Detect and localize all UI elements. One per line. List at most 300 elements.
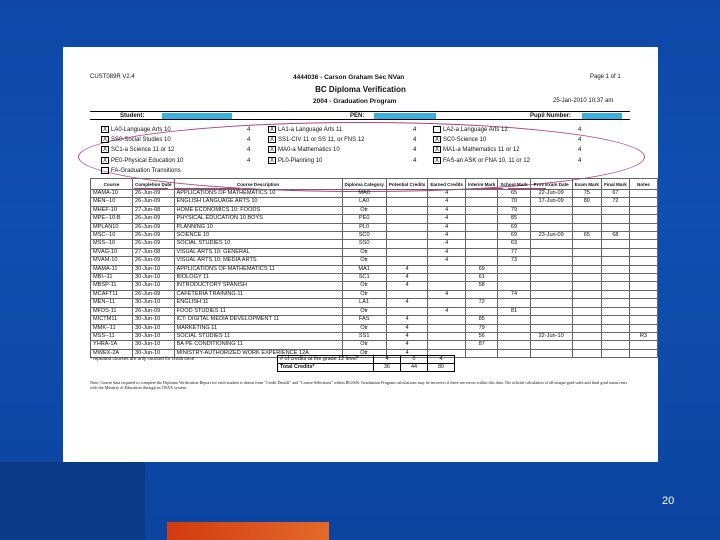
table-cell: SC0	[342, 232, 386, 240]
col-diploma-category: Diploma Category	[342, 179, 386, 190]
requirement-item	[268, 136, 364, 143]
table-cell	[530, 282, 572, 290]
table-cell	[572, 316, 601, 324]
table-cell	[428, 274, 466, 282]
requirement-checkbox: X	[102, 147, 107, 154]
table-cell: CAFETERIA TRAINING 11	[174, 290, 342, 298]
requirement-checkbox: X	[102, 157, 107, 164]
table-cell	[386, 257, 428, 265]
diploma-verification-document	[63, 47, 658, 462]
table-cell	[428, 316, 466, 324]
table-cell: MMK--11	[91, 324, 133, 332]
table-cell: 4	[428, 248, 466, 256]
table-cell: 17-Jun-09	[530, 198, 572, 206]
col-exam-mark: Exam Mark	[572, 179, 601, 190]
table-cell	[572, 265, 601, 273]
table-cell: 30-Jun-10	[133, 316, 175, 324]
col-course-description: Course Description	[174, 179, 342, 190]
requirement-item	[433, 126, 508, 133]
table-cell: SOCIAL STUDIES 11	[174, 332, 342, 340]
requirement-credits: 4	[247, 137, 251, 144]
requirement-credits: 4	[578, 137, 582, 144]
totals-value: 80	[428, 364, 455, 372]
table-cell: BA PE CONDITIONING 11	[174, 341, 342, 349]
table-cell: MWEX-2A	[91, 349, 133, 357]
table-row	[91, 232, 658, 240]
requirement-label: MA0-a Mathematics 10	[278, 147, 340, 154]
table-cell: MEN--10	[91, 198, 133, 206]
table-cell: Otr	[342, 349, 386, 357]
table-cell: VISUAL ARTS 10: GENERAL	[174, 248, 342, 256]
table-cell	[386, 190, 428, 198]
table-cell	[601, 324, 629, 332]
table-cell	[530, 307, 572, 315]
table-cell	[629, 274, 657, 282]
table-cell	[601, 316, 629, 324]
table-cell: 79	[466, 324, 498, 332]
totals-row-grade12	[278, 356, 455, 364]
table-cell	[572, 248, 601, 256]
table-cell	[629, 206, 657, 214]
printed-date: 25-Jan-2010 10:37 am	[553, 98, 614, 104]
table-cell: 4	[386, 274, 428, 282]
table-cell	[466, 223, 498, 231]
table-cell: MARKETING 11	[174, 324, 342, 332]
student-info-bar	[90, 111, 630, 120]
table-cell: 4	[428, 223, 466, 231]
table-cell	[428, 299, 466, 307]
calculation-note: Note: Course data required to complete the Diploma Verification Report for each student is drawn from "Credit Details" and "Course Selections" within BCeSIS. Graduation Program calculations may be incorrect if there are errors within this data. The official calculation of all unique grad sales and final grad status rests with the Ministry of Education through its TRAX system.	[90, 380, 628, 390]
document-subtitle: 2004 - Graduation Program	[313, 98, 397, 105]
table-cell: 87	[466, 341, 498, 349]
table-cell	[386, 307, 428, 315]
table-cell: 4	[428, 257, 466, 265]
requirement-credits: 4	[413, 147, 417, 154]
requirement-credits: 4	[247, 157, 251, 164]
table-row	[91, 206, 658, 214]
table-cell: INTRODUCTORY SPANISH	[174, 282, 342, 290]
table-cell	[629, 290, 657, 298]
requirement-label: LA1-a Language Arts 11	[278, 127, 343, 134]
table-cell: 73	[498, 257, 530, 265]
requirement-credits: 4	[578, 147, 582, 154]
table-cell: 69	[466, 265, 498, 273]
requirement-checkbox: X	[102, 127, 107, 133]
table-cell: 69	[498, 232, 530, 240]
table-cell: 30-Jun-10	[133, 299, 175, 307]
table-cell	[530, 257, 572, 265]
pen-label: PEN:	[350, 113, 365, 119]
table-cell	[629, 248, 657, 256]
table-cell	[386, 206, 428, 214]
table-cell: PL0	[342, 223, 386, 231]
table-cell: Otr	[342, 307, 386, 315]
table-cell: 4	[386, 332, 428, 340]
table-cell: MVAG-10	[91, 248, 133, 256]
table-cell	[386, 215, 428, 223]
table-cell	[629, 341, 657, 349]
table-cell	[428, 282, 466, 290]
table-cell: 22-Jun-09	[530, 190, 572, 198]
table-cell	[601, 282, 629, 290]
table-cell	[530, 324, 572, 332]
table-cell	[498, 332, 530, 340]
table-cell: 26-Jun-09	[133, 190, 175, 198]
school-mark-underline	[481, 188, 503, 189]
table-cell: 4	[386, 316, 428, 324]
table-cell	[601, 341, 629, 349]
totals-row-total	[278, 364, 455, 372]
table-cell: 4	[386, 324, 428, 332]
requirement-label: SS0-Social Studies 10	[111, 137, 171, 144]
table-cell: 72	[466, 299, 498, 307]
table-cell	[572, 341, 601, 349]
table-cell: SS1	[342, 332, 386, 340]
table-cell: 30-Jun-10	[133, 282, 175, 290]
table-cell: 70	[498, 198, 530, 206]
table-cell	[601, 299, 629, 307]
table-cell	[601, 274, 629, 282]
table-cell	[629, 299, 657, 307]
table-cell: 4	[428, 215, 466, 223]
table-cell: 85	[498, 215, 530, 223]
table-cell	[629, 190, 657, 198]
requirement-credits: 4	[413, 137, 417, 144]
table-cell	[572, 223, 601, 231]
table-cell	[466, 198, 498, 206]
table-cell: FOOD STUDIES 11	[174, 307, 342, 315]
table-cell: Otr	[342, 324, 386, 332]
table-cell: Otr	[342, 290, 386, 298]
table-row	[91, 290, 658, 298]
table-cell: 27-Jun-08	[133, 248, 175, 256]
requirement-label: PL0-Planning 10	[278, 157, 323, 164]
table-cell: 79	[498, 206, 530, 214]
table-cell	[530, 274, 572, 282]
table-cell: 26-Jun-09	[133, 215, 175, 223]
requirement-checkbox: X	[434, 137, 439, 144]
table-cell: 26-Jun-09	[133, 307, 175, 315]
prov-exam-date-underline	[508, 188, 546, 189]
table-row	[91, 265, 658, 273]
requirement-checkbox: X	[434, 157, 439, 164]
table-cell: 26-Jun-09	[133, 257, 175, 265]
table-cell: 30-Jun-10	[133, 349, 175, 357]
requirement-checkbox	[101, 167, 109, 174]
totals-value: 4	[374, 356, 401, 364]
table-cell: 30-Jun-10	[133, 274, 175, 282]
table-cell: VISUAL ARTS 10: MEDIA ARTS	[174, 257, 342, 265]
table-cell	[466, 290, 498, 298]
table-cell	[629, 307, 657, 315]
requirement-credits: 4	[247, 147, 251, 154]
requirement-label: PE0-Physical Education 10	[111, 157, 184, 164]
table-cell: LA1	[342, 299, 386, 307]
table-cell	[466, 349, 498, 357]
table-cell	[601, 290, 629, 298]
repeated-courses-footnote: * repeated courses are only counted for credit once	[90, 356, 195, 361]
col-school-mark: School Mark	[498, 179, 530, 190]
table-cell	[629, 240, 657, 248]
totals-value: 4	[428, 356, 455, 364]
table-cell	[498, 349, 530, 357]
table-cell	[572, 274, 601, 282]
table-cell: PE0	[342, 215, 386, 223]
table-cell: SOCIAL STUDIES 10	[174, 240, 342, 248]
requirement-item	[268, 126, 342, 133]
table-cell	[572, 332, 601, 340]
table-cell: Otr	[342, 257, 386, 265]
table-row	[91, 274, 658, 282]
table-cell: MPLAN10	[91, 223, 133, 231]
slide-number: 20	[662, 495, 675, 507]
table-cell: MAMA-11	[91, 265, 133, 273]
table-cell	[629, 215, 657, 223]
table-cell: 27-Jun-08	[133, 206, 175, 214]
table-cell	[466, 248, 498, 256]
table-cell: 61	[466, 274, 498, 282]
col-final-mark: Final Mark	[601, 179, 629, 190]
totals-value: 44	[401, 364, 428, 372]
table-cell	[530, 206, 572, 214]
pupil-number-label: Pupil Number:	[530, 113, 572, 119]
report-id: CUST089R V2.4	[90, 74, 135, 80]
school-name: 4444036 - Carson Graham Sec NVan	[293, 74, 405, 81]
table-row	[91, 332, 658, 340]
table-cell	[572, 324, 601, 332]
completion-date-underline	[134, 188, 168, 189]
table-cell: SCIENCE 10	[174, 232, 342, 240]
table-cell	[498, 299, 530, 307]
table-cell	[386, 198, 428, 206]
table-row	[91, 215, 658, 223]
table-cell: PLANNING 10	[174, 223, 342, 231]
requirement-checkbox: X	[102, 137, 107, 144]
table-cell	[428, 265, 466, 273]
table-cell	[629, 232, 657, 240]
requirement-credits: 4	[413, 157, 417, 164]
table-cell	[530, 349, 572, 357]
table-cell: LA0	[342, 198, 386, 206]
table-cell: YHRA-1A	[91, 341, 133, 349]
requirement-credits: 4	[247, 127, 251, 133]
requirement-credits: 4	[413, 127, 417, 133]
requirement-checkbox: X	[269, 127, 274, 133]
table-cell: 63	[498, 240, 530, 248]
table-row	[91, 316, 658, 324]
table-cell: MINISTRY-AUTHORIZED WORK EXPERIENCE 12A	[174, 349, 342, 357]
table-cell: MPE--10-B	[91, 215, 133, 223]
table-cell: 4	[386, 349, 428, 357]
table-cell: 81	[498, 307, 530, 315]
table-cell: 74	[498, 290, 530, 298]
table-cell	[530, 240, 572, 248]
description-underline	[174, 188, 240, 189]
document-title: BC Diploma Verification	[315, 85, 406, 94]
table-cell: SS0	[342, 240, 386, 248]
table-cell: 26-Jun-09	[133, 223, 175, 231]
table-cell	[572, 257, 601, 265]
table-cell	[629, 282, 657, 290]
background-bar-left	[0, 462, 145, 540]
table-cell: 26-Jun-09	[133, 290, 175, 298]
col-notes: Notes	[629, 179, 657, 190]
table-cell	[466, 206, 498, 214]
table-cell: MA1	[342, 265, 386, 273]
requirement-label: FA-Graduation Transitions	[111, 167, 181, 174]
table-cell	[629, 316, 657, 324]
table-cell: 4	[428, 307, 466, 315]
requirement-checkbox: X	[269, 147, 274, 154]
table-cell: 4	[386, 299, 428, 307]
requirement-label: LA2-a Language Arts 12	[443, 127, 508, 134]
table-row	[91, 299, 658, 307]
table-cell	[498, 274, 530, 282]
table-cell: 69	[498, 223, 530, 231]
table-cell	[498, 282, 530, 290]
table-cell	[601, 206, 629, 214]
table-cell	[629, 349, 657, 357]
totals-label: Total Credits*	[278, 364, 374, 372]
table-cell: 4	[428, 232, 466, 240]
table-row	[91, 248, 658, 256]
table-cell	[466, 240, 498, 248]
table-cell: 26-Jun-09	[133, 240, 175, 248]
table-cell	[601, 248, 629, 256]
table-cell	[629, 324, 657, 332]
table-cell	[601, 332, 629, 340]
table-cell	[498, 341, 530, 349]
table-cell: MAMA-10	[91, 190, 133, 198]
table-cell: 4	[428, 206, 466, 214]
table-cell	[629, 257, 657, 265]
table-cell: 4	[428, 240, 466, 248]
table-cell: 77	[498, 248, 530, 256]
table-cell: 30-Jun-10	[133, 324, 175, 332]
table-cell: APPLICATIONS OF MATHEMATICS 11	[174, 265, 342, 273]
table-cell	[530, 299, 572, 307]
table-cell	[386, 240, 428, 248]
table-cell: R3	[629, 332, 657, 340]
table-cell	[572, 282, 601, 290]
table-cell: 72	[601, 198, 629, 206]
table-cell: Otr	[342, 282, 386, 290]
table-cell	[601, 240, 629, 248]
col-completion-date: Completion Date	[133, 179, 175, 190]
totals-label: # of credits at the grade 12 level*	[278, 356, 374, 364]
requirement-label: SS1-CIV 11 or SS 11, or FNS 12	[278, 137, 365, 144]
col-earned-credits: Earned Credits	[428, 179, 466, 190]
table-cell: 30-Jun-10	[133, 332, 175, 340]
table-cell: MBSP-11	[91, 282, 133, 290]
table-cell	[530, 290, 572, 298]
course-table	[90, 178, 658, 358]
table-row	[91, 190, 658, 198]
table-cell	[386, 232, 428, 240]
table-cell	[428, 341, 466, 349]
table-cell: ICT: DIGITAL MEDIA DEVELOPMENT 11	[174, 316, 342, 324]
col-course: Course	[91, 179, 133, 190]
requirement-credits: 4	[578, 157, 582, 164]
table-cell	[572, 206, 601, 214]
table-cell	[601, 223, 629, 231]
requirement-item	[433, 146, 520, 153]
table-cell	[601, 257, 629, 265]
table-cell	[466, 215, 498, 223]
requirement-item	[101, 136, 171, 143]
table-cell: 30-Jun-10	[133, 265, 175, 273]
table-cell: MVAM-10	[91, 257, 133, 265]
requirement-item	[433, 136, 486, 143]
table-cell	[601, 349, 629, 357]
table-cell: 58	[466, 282, 498, 290]
table-cell: PHYSICAL EDUCATION 10 BOYS	[174, 215, 342, 223]
table-cell	[601, 265, 629, 273]
table-cell	[572, 215, 601, 223]
requirement-item	[268, 157, 322, 164]
table-cell	[572, 290, 601, 298]
table-cell	[530, 215, 572, 223]
requirement-label: MA1-a Mathematics 11 or 12	[443, 147, 520, 154]
col-prov-exam-date: Prov Exam Date	[530, 179, 572, 190]
table-cell: MHEF-10	[91, 206, 133, 214]
table-cell: 26-Jun-09	[133, 198, 175, 206]
table-cell: ENGLISH 11	[174, 299, 342, 307]
redacted-student-name	[162, 113, 232, 119]
requirement-item	[101, 146, 174, 153]
table-cell: 80	[572, 198, 601, 206]
table-cell	[498, 265, 530, 273]
table-cell: 4	[428, 190, 466, 198]
table-cell: 75	[572, 190, 601, 198]
table-cell	[530, 316, 572, 324]
table-cell: 65	[498, 190, 530, 198]
table-cell	[601, 307, 629, 315]
table-cell	[572, 299, 601, 307]
table-row	[91, 341, 658, 349]
table-cell	[572, 307, 601, 315]
requirement-checkbox: X	[434, 147, 439, 154]
background-bar-red	[167, 522, 329, 540]
table-cell	[629, 198, 657, 206]
table-cell: SC1	[342, 274, 386, 282]
table-row	[91, 307, 658, 315]
table-cell	[530, 265, 572, 273]
table-cell: FAS	[342, 316, 386, 324]
table-cell: 4	[428, 198, 466, 206]
table-cell: HOME ECONOMICS 10: FOODS	[174, 206, 342, 214]
table-cell	[466, 307, 498, 315]
requirement-item	[101, 167, 181, 174]
table-row	[91, 282, 658, 290]
student-label: Student:	[120, 113, 145, 119]
table-cell: 4	[428, 290, 466, 298]
requirement-item	[433, 157, 530, 164]
table-cell	[386, 290, 428, 298]
table-cell	[466, 232, 498, 240]
table-cell: BIOLOGY 11	[174, 274, 342, 282]
table-cell	[601, 215, 629, 223]
table-cell: Otr	[342, 206, 386, 214]
table-cell	[530, 223, 572, 231]
table-cell: MICTM11	[91, 316, 133, 324]
table-row	[91, 257, 658, 265]
table-cell: MSS--11	[91, 332, 133, 340]
table-cell	[572, 240, 601, 248]
table-cell: Otr	[342, 341, 386, 349]
table-cell	[386, 223, 428, 231]
table-cell	[498, 324, 530, 332]
